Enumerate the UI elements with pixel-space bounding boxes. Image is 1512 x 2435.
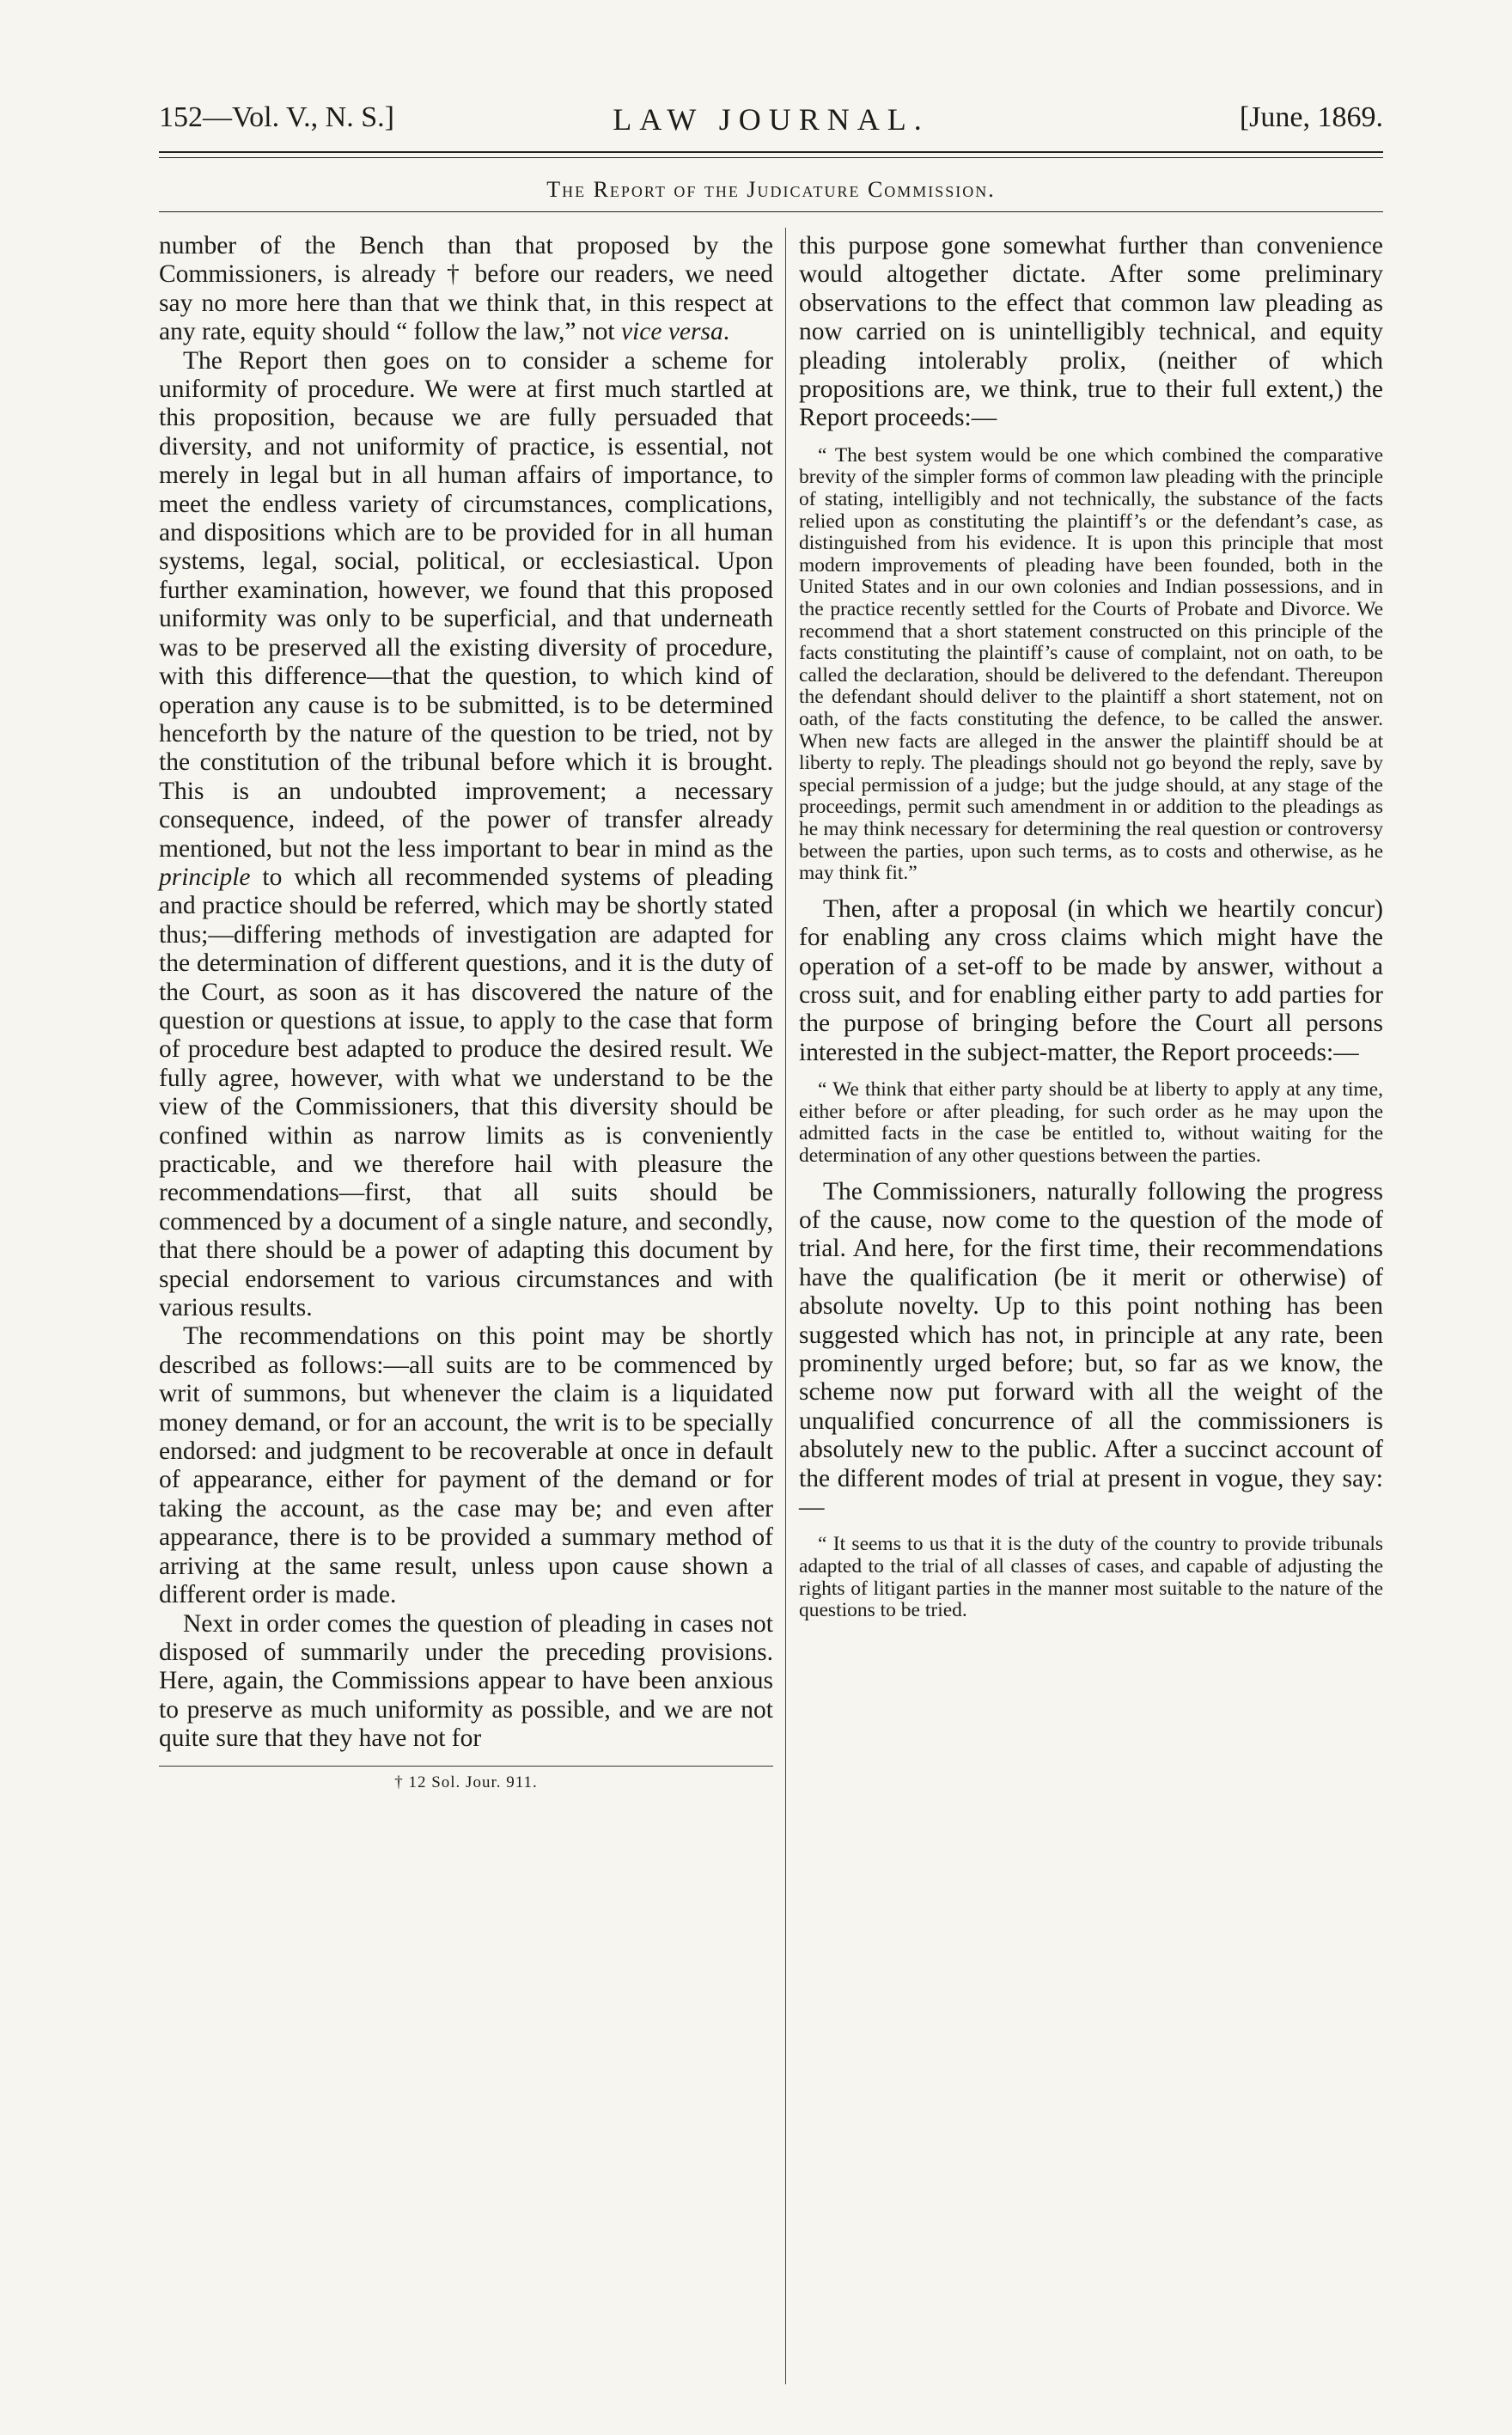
left-p1-end: . <box>722 318 730 346</box>
footnote: † 12 Sol. Jour. 911. <box>394 1773 538 1791</box>
section-rule <box>159 211 1383 212</box>
left-p2-text-a: The Report then goes on to consider a scheme for uniformity of procedure. We were at first much startled at this proposition, because we are fully persuaded that diversity, and not uniformity of practice, is essential, not merely in legal but in all human affairs of importance, to meet the endless variety of circumstances, complications, and dispositions which are to be provided for in all human systems, legal, social, political, or ecclesiastical. Upon further examination, however, we found that this proposed uniformity was only to be superficial, and that underneath was to be preserved all the existing diversity of procedure, with this difference—that the question, to which kind of operation any cause is to be submitted, is to be determined henceforth by the nature of the question to be tried, not by the constitution of the tribunal before which it is brought. This is an undoubted improvement; a necessary consequence, indeed, of the power of transfer already mentioned, but not the less important to bear in mind as the <box>159 346 773 863</box>
left-p1-italic: vice versa <box>620 318 723 346</box>
issue-date: [June, 1869. <box>1239 101 1383 133</box>
left-paragraph-2 <box>159 347 773 1323</box>
right-paragraph-2: Then, after a proposal (in which we heartily concur) for enabling any cross claims which might have the operation of a set-off to be made by answer, without a cross suit, and for enabling either party to add parties for the purpose of bringing before the Court all persons interested in the subject-matter, the Report proceeds:— <box>799 894 1383 1066</box>
footnote-rule <box>159 1766 773 1767</box>
header-double-rule <box>159 151 1383 158</box>
left-p2-text-b: to which all recommended systems of pleading and practice should be referred, which may be shortly stated thus;—differing methods of investigation are adapted for the determination of different questions, and it is the duty of the Court, as soon as it has discovered the nature of the question or questions at issue, to apply to the case that form of procedure best adapted to produce the desired result. We fully agree, however, with what we understand to be the view of the Commissioners, that this diversity should be confined within as narrow limits as is conveniently practicable, and we therefore hail with pleasure the recommendations—first, that all suits should be commenced by a document of a single nature, and secondly, that there should be a power of adapting this document by special endorsement to various circumstances and with various results. <box>159 863 773 1322</box>
left-paragraph-3: The recommendations on this point may be shortly described as follows:—all suits are to be commenced by writ of summons, but whenever the claim is a liquidated money demand, or for an account, the writ is to be specially endorsed: and judgment to be recoverable at once in default of appearance, either for payment of the demand or for taking the account, as the case may be; and even after appearance, there is to be provided a summary method of arriving at the same result, unless upon cause shown a different order is made. <box>159 1322 773 1609</box>
journal-title: LAW JOURNAL. <box>613 102 930 137</box>
right-paragraph-3: The Commissioners, naturally following the progress of the cause, now come to the question of the mode of trial. And here, for the first time, their recommendations have the qualification (be it merit or otherwise) of absolute novelty. Up to this point nothing has been suggested which has not, in principle at any rate, been prominently urged before; but, so far as we know, the scheme now put forward with all the weight of the unqualified concurrence of all the commissioners is absolutely new to the public. After a succinct account of the different modes of trial at present in vogue, they say:— <box>799 1177 1383 1521</box>
section-title: The Report of the Judicature Commission. <box>546 177 996 202</box>
right-paragraph-1: this purpose gone somewhat further than convenience would altogether dictate. After some preliminary observations to the effect that common law pleading as now carried on is unintelligibly technical, and equity pleading intolerably prolix, (neither of which propositions are, we think, true to their full extent,) the Report proceeds:— <box>799 232 1383 432</box>
right-column <box>799 232 1383 1632</box>
left-paragraph-1 <box>159 232 773 347</box>
left-p1-text: number of the Bench than that proposed by the Commissioners, is already † before our readers, we need say no more here than that we think that, in this respect at any rate, equity should “ follow the law,” not <box>159 232 773 346</box>
right-quote-1: “ The best system would be one which combined the comparative brevity of the simpler forms of common law pleading with the principle of stating, intelligibly and not technically, the substance of the facts relied upon as constituting the plaintiff’s or the defendant’s case, as distinguished from his evidence. It is upon this principle that most modern improvements of pleading have been founded, both in the United States and in our own colonies and Indian possessions, and in the practice recently settled for the Courts of Probate and Divorce. We recommend that a short statement constructed on this principle of the facts constituting the plaintiff’s cause of complaint, not on oath, to be called the declaration, should be delivered to the defendant. Thereupon the defendant should deliver to the plaintiff a short statement, not on oath, of the facts constituting the defence, to be called the answer. When new facts are alleged in the answer the plaintiff should be at liberty to reply. The pleadings should not go beyond the reply, save by special permission of a judge; but the judge should, at any stage of the proceedings, permit such amendment in or addition to the pleadings as he may think necessary for determining the real question or controversy between the parties, upon such terms, as to costs and otherwise, as he may think fit.” <box>799 443 1383 885</box>
column-divider <box>785 228 786 2384</box>
left-p2-italic: principle <box>159 863 251 891</box>
right-quote-2: “ We think that either party should be at liberty to apply at any time, either before or after pleading, for such order as he may upon the admitted facts in the case be entitled to, without waiting for the determination of any other questions between the parties. <box>799 1078 1383 1167</box>
right-quote-3: “ It seems to us that it is the duty of the country to provide tribunals adapted to the trial of all classes of cases, and capable of adjusting the rights of litigant parties in the manner most suitable to the nature of the questions to be tried. <box>799 1533 1383 1622</box>
page-volume-info: 152—Vol. V., N. S.] <box>159 101 394 133</box>
left-paragraph-4: Next in order comes the question of pleading in cases not disposed of summarily under the preceding provisions. Here, again, the Commissions appear to have been anxious to preserve as much uniformity as possible, and we are not quite sure that they have not for <box>159 1609 773 1753</box>
running-header <box>159 101 1383 144</box>
left-column <box>159 232 773 1792</box>
